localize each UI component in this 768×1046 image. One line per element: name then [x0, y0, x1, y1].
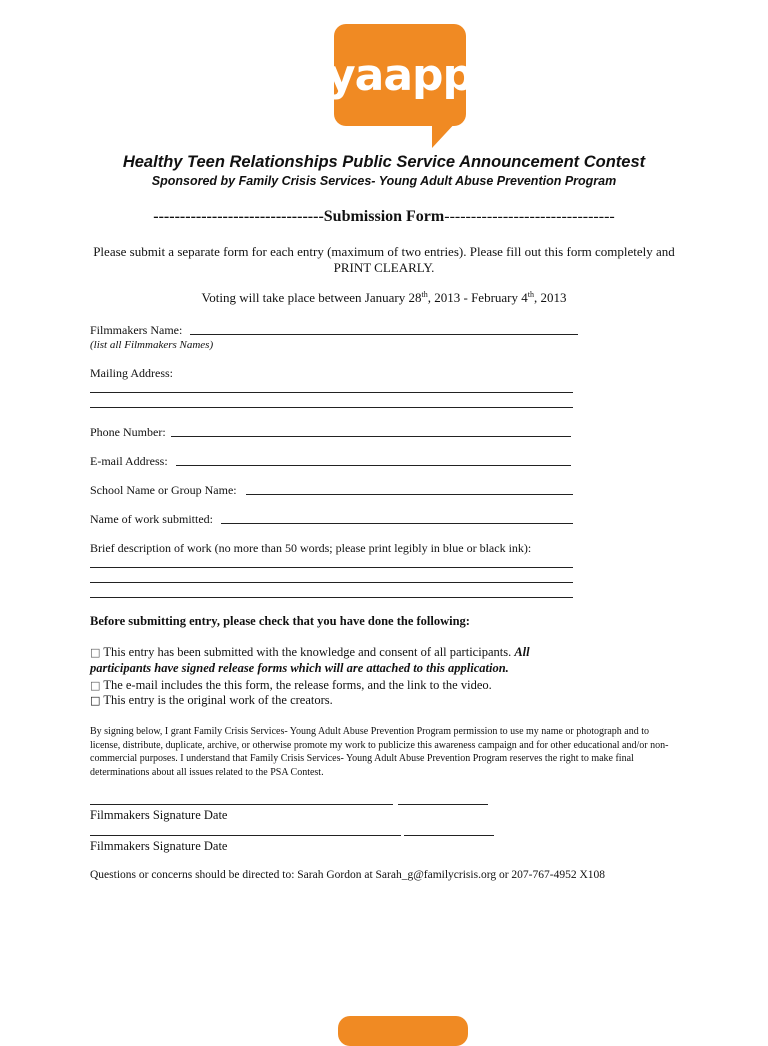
phone-number-line[interactable] [171, 436, 571, 437]
phone-number-label: Phone Number: [90, 425, 166, 439]
signature-label-2: Filmmakers Signature Date [90, 839, 228, 853]
date-line-2[interactable] [404, 835, 494, 836]
legal-release-text: By signing below, I grant Family Crisis Services- Young Adult Abuse Prevention Program permission to use my name or photograph and to license, distribute, duplicate, archive, or otherwise promote my work to publicize this awareness campaign and for other educational and/or non-commercial purposes. I understand that Family Crisis Services- Young Adult Abuse Prevention Program reserves the right to make final determinations about all issues related to the PSA Contest. [90, 726, 669, 778]
voting-prefix: Voting will take place between January 28 [201, 290, 422, 305]
description-line-1[interactable] [90, 567, 573, 568]
next-page-logo-peek [338, 1016, 468, 1046]
email-address-label: E-mail Address: [90, 454, 168, 468]
checklist-item-consent-continued [90, 661, 509, 676]
filmmakers-name-hint: (list all Filmmakers Names) [90, 339, 214, 351]
brief-description-label: Brief description of work (no more than 50 words; please print legibly in blue or black ink): [90, 541, 532, 555]
contact-info: Questions or concerns should be directed to: Sarah Gordon at Sarah_g@familycrisis.org or 207-767-4952 X108 [90, 869, 605, 881]
voting-sup-2: th [527, 290, 534, 299]
mailing-address-label: Mailing Address: [90, 366, 173, 380]
submission-form-heading [0, 208, 768, 226]
signature-label-1: Filmmakers Signature Date [90, 808, 228, 822]
consent-text: This entry has been submitted with the knowledge and consent of all participants. [103, 645, 512, 659]
checkbox-icon[interactable]: □ [90, 646, 101, 659]
filmmakers-name-line[interactable] [190, 334, 578, 335]
checkbox-icon[interactable]: □ [90, 694, 101, 707]
checkbox-icon[interactable]: □ [90, 679, 101, 692]
heading-label: Submission Form [323, 208, 445, 225]
voting-dates [90, 290, 678, 306]
intro-instructions: Please submit a separate form for each entry (maximum of two entries). Please fill out this form completely and PRINT CLEARLY. [93, 244, 675, 275]
school-name-label: School Name or Group Name: [90, 483, 237, 497]
voting-sup-1: th [421, 290, 428, 299]
heading-left-dashes: -------------------------------- [153, 208, 324, 225]
yaapp-logo [326, 24, 474, 148]
consent-bold-text-b: participants have signed release forms which will are attached to this application. [90, 661, 509, 675]
signature-line-2[interactable] [90, 835, 401, 836]
mailing-address-line-1[interactable] [90, 392, 573, 393]
checklist-item-original [90, 693, 333, 708]
original-check-text: This entry is the original work of the creators. [103, 693, 333, 707]
voting-suffix: , 2013 [533, 290, 567, 305]
checklist-title: Before submitting entry, please check that you have done the following: [90, 614, 470, 628]
logo-bubble-tail [432, 120, 458, 148]
contest-sponsor: Sponsored by Family Crisis Services- Young Adult Abuse Prevention Program [151, 174, 617, 188]
name-of-work-label: Name of work submitted: [90, 512, 213, 526]
voting-middle: , 2013 - February 4 [427, 290, 528, 305]
description-line-2[interactable] [90, 582, 573, 583]
heading-right-dashes: -------------------------------- [444, 208, 615, 225]
school-name-line[interactable] [246, 494, 573, 495]
email-check-text: The e-mail includes the this form, the release forms, and the link to the video. [103, 678, 492, 692]
logo-speech-bubble [326, 24, 474, 126]
checklist-item-email [90, 678, 492, 693]
signature-line-1[interactable] [90, 804, 393, 805]
email-address-line[interactable] [176, 465, 571, 466]
date-line-1[interactable] [398, 804, 488, 805]
description-line-3[interactable] [90, 597, 573, 598]
consent-bold-text-a: All [514, 645, 530, 659]
mailing-address-line-2[interactable] [90, 407, 573, 408]
filmmakers-name-label: Filmmakers Name: [90, 323, 183, 337]
logo-text: yaapp [326, 49, 474, 101]
checklist-item-consent [90, 645, 530, 660]
contest-title: Healthy Teen Relationships Public Service Announcement Contest [122, 153, 646, 171]
name-of-work-line[interactable] [221, 523, 573, 524]
